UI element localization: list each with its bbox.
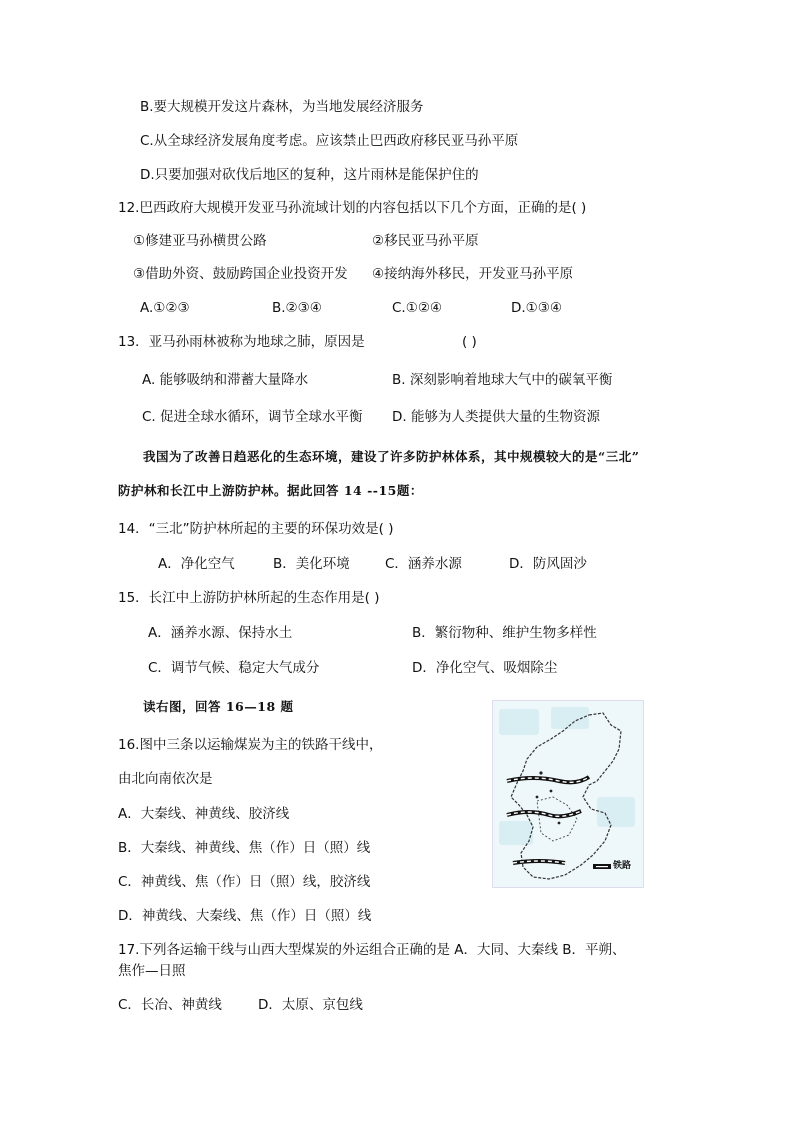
q13-option-a: A. 能够吸纳和滞蓄大量降水 xyxy=(142,372,309,388)
q15-option-a: A．涵养水源、保持水土 xyxy=(148,625,293,641)
q12-option-c: C.①②④ xyxy=(392,300,443,316)
region-outline xyxy=(511,713,621,879)
passage-line-1: 我国为了改善日趋恶化的生态环境，建设了许多防护林体系，其中规模较大的是“三北” xyxy=(143,449,640,464)
q16-option-c: C．神黄线、焦（作）日（照）线，胶济线 xyxy=(118,874,371,890)
read-map-heading: 读右图，回答 16—18 题 xyxy=(143,699,294,714)
q16-stem-line-1: 16.图中三条以运输煤炭为主的铁路干线中， xyxy=(118,737,383,753)
map-legend-label: 铁路 xyxy=(613,861,632,871)
railway-lines xyxy=(507,777,589,863)
q15-option-d: D．净化空气、吸烟除尘 xyxy=(412,660,558,676)
q11-option-d: D.只要加强对砍伐后地区的复种，这片雨林是能保护住的 xyxy=(140,167,479,183)
q14-stem: 14．“三北”防护林所起的主要的环保功效是( ) xyxy=(118,521,394,537)
q15-stem: 15．长江中上游防护林所起的生态作用是( ) xyxy=(118,590,380,606)
q17-option-c: C．长冶、神黄线 xyxy=(118,997,222,1013)
q14-option-d: D．防风固沙 xyxy=(509,556,587,572)
q11-option-b: B.要大规模开发这片森林，为当地发展经济服务 xyxy=(140,99,424,115)
q12-item-1: ①修建亚马孙横贯公路 xyxy=(133,233,267,249)
q13-option-c: C. 促进全球水循环，调节全球水平衡 xyxy=(142,409,363,425)
q13-option-b: B. 深刻影响着地球大气中的碳氧平衡 xyxy=(392,372,613,388)
q12-item-4: ④接纳海外移民，开发亚马孙平原 xyxy=(372,266,574,282)
q16-option-d: D．神黄线、大秦线、焦（作）日（照）线 xyxy=(118,908,372,924)
q16-option-a: A．大秦线、神黄线、胶济线 xyxy=(118,806,290,822)
map-legend xyxy=(593,864,611,869)
inner-boundary xyxy=(537,797,577,841)
q17-option-d: D．太原、京包线 xyxy=(258,997,363,1013)
q14-option-b: B．美化环境 xyxy=(273,556,350,572)
q13-option-d: D. 能够为人类提供大量的生物资源 xyxy=(392,409,600,425)
q12-option-a: A.①②③ xyxy=(140,300,190,316)
q14-option-c: C．涵养水源 xyxy=(385,556,462,572)
q13-answer-paren: ( ) xyxy=(462,334,477,350)
q15-option-c: C．调节气候、稳定大气成分 xyxy=(148,660,320,676)
q12-stem: 12.巴西政府大规模开发亚马孙流域计划的内容包括以下几个方面，正确的是( ) xyxy=(118,200,587,216)
q12-item-2: ②移民亚马孙平原 xyxy=(372,233,479,249)
railway-map-drawing xyxy=(493,701,643,887)
q12-item-3: ③借助外资、鼓励跨国企业投资开发 xyxy=(133,266,348,282)
q17-stem-line-2: 焦作—日照 xyxy=(118,963,186,979)
q16-option-b: B．大秦线、神黄线、焦（作）日（照）线 xyxy=(118,840,371,856)
q12-option-b: B.②③④ xyxy=(272,300,322,316)
q14-option-a: A．净化空气 xyxy=(158,556,235,572)
q16-stem-line-2: 由北向南依次是 xyxy=(118,771,213,787)
q11-option-c: C.从全球经济发展角度考虑。应该禁止巴西政府移民亚马孙平原 xyxy=(140,133,519,149)
q17-stem-line-1: 17.下列各运输干线与山西大型煤炭的外运组合正确的是 A．大同、大秦线 B．平朔、 xyxy=(118,942,626,958)
passage-line-2: 防护林和长江中上游防护林。据此回答 14 --15题： xyxy=(118,483,423,498)
q12-option-d: D.①③④ xyxy=(511,300,562,316)
railway-map xyxy=(492,700,644,888)
q13-stem: 13．亚马孙雨林被称为地球之肺，原因是 xyxy=(118,334,365,350)
q15-option-b: B．繁衍物种、维护生物多样性 xyxy=(412,625,597,641)
